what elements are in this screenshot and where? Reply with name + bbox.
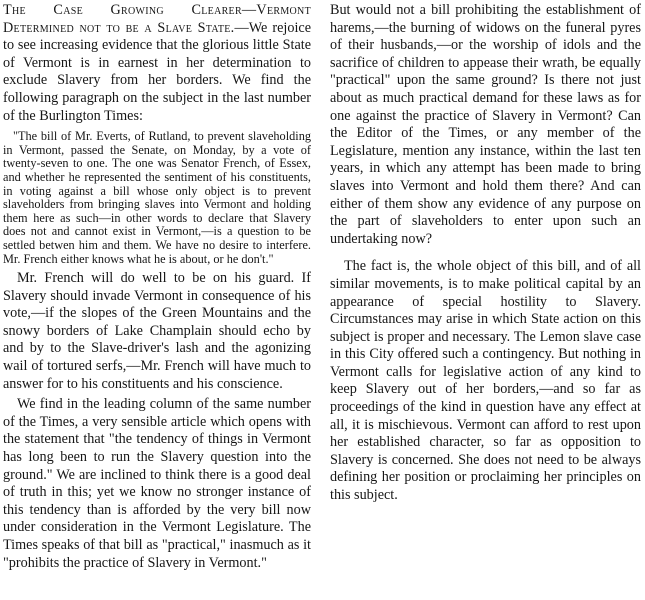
quoted-paragraph	[3, 130, 311, 266]
paragraph-political-capital: The fact is, the whole object of this bill, and of all similar movements, is to make political capital by an appearance of special hostility to Slavery. Circumstances may arise in which State action on this subject is proper and necessary. The Lemon slave case in this City offered such a contingency. But nothing in Vermont calls for legislative action of any kind to keep Slavery out of her borders,—and so far as proceedings of the kind in question have any effect at all, it is mischievous. Vermont can afford to rest upon her established character, so far as opposition to Slavery is concerned. She does not need to be always defining her position or proclaiming her principles on this subject.	[330, 258, 641, 504]
quote-text: "The bill of Mr. Everts, of Rutland, to prevent slaveholding in Vermont, passed the Senate, on Monday, by a vote of twenty-seven to one. The one was Senator French, of Essex, and whether he represented the sentiment of his constituents, in voting against a bill whose only object is to prevent slaveholders from bringing slaves into Vermont and holding them here as such—in other words to declare that Slavery does not and cannot exist in Vermont,—is a question to be settled betwen him and them. We have no desire to interfere. Mr. French either knows what he is about, or he don't."	[3, 129, 311, 266]
intro-text: —We rejoice to see increasing evidence that the glorious little State of Vermont is in earnest in her determination to exclude Slavery from her borders. We find the following paragraph on the subject in the last number of the Burlington Times:	[3, 19, 311, 124]
left-column	[3, 2, 311, 572]
intro-paragraph	[3, 2, 311, 125]
right-column	[330, 2, 641, 505]
paragraph-rhetorical-questions: But would not a bill prohibiting the establishment of harems,—the burning of widows on the funeral pyres of their husbands,—or the worship of idols and the sacrifice of children to appease their wrath, be equally "practical" upon the same ground? Is there not just about as much practical demand for these laws as for one against the practice of Slavery in Vermont? Can the Editor of the Times, or any member of the Legislature, mention any instance, within the last ten years, in which any attempt has been made to bring slaves into Vermont and hold them there? And can either of them show any evidence of any purpose on the part of slaveholders to enter upon such an undertaking now?	[330, 2, 641, 247]
paragraph-times-article: We find in the leading column of the same number of the Times, a very sensible article which opens with the statement that "the tendency of things in Vermont has long been to run the Slavery question into the ground." We are inclined to think there is a good deal of truth in this; yet we know no stronger instance of this tendency than is afforded by the very bill now under consideration in the Vermont Legislature. The Times speaks of that bill as "practical," inasmuch as it "prohibits the practice of Slavery in Vermont."	[3, 396, 311, 571]
article-heading: The Case Growing Clearer—Vermont Determined not to be a Slave State.	[3, 2, 311, 36]
article-opening	[3, 2, 311, 125]
paragraph-french-warning: Mr. French will do well to be on his guard. If Slavery should invade Vermont in consequence of his vote,—if the slopes of the Green Mountains and the snowy borders of Lake Champlain should echo by and by to the Slave-driver's lash and the agonizing wail of tortured serfs,—Mr. French will have much to answer for to his constituents and his conscience.	[3, 270, 311, 392]
article-conclusion	[330, 2, 641, 505]
article-continuation	[3, 270, 311, 572]
